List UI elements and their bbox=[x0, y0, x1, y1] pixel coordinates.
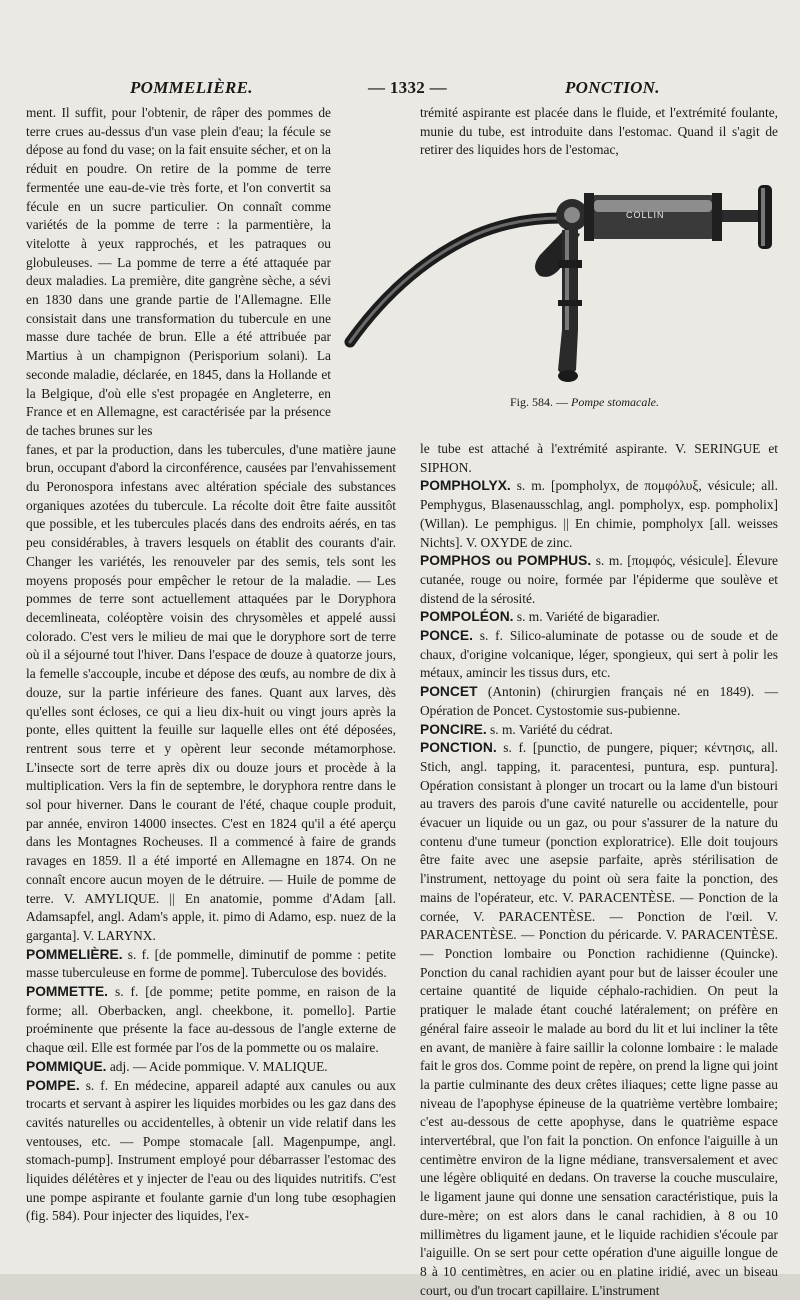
entry-body: s. f. [de pomme; petite pomme, en raison de la forme; all. Oberbacken, angl. cheekbone, it. pomello]. Partie proéminente que présente la face au-dessous de l'angle externe de chaque œil. Elle est formée par l'os de la pommette ou os malaire. bbox=[26, 984, 396, 1056]
headword: PONCE. bbox=[420, 628, 473, 644]
entry-body: s. f. [de pommelle, diminutif de pomme : petite masse tuberculeuse en forme de pomme]. Tuberculose des bovidés. bbox=[26, 946, 396, 981]
entry-pommique bbox=[26, 1058, 396, 1077]
entry-ponce bbox=[420, 627, 778, 683]
headword: POMMETTE. bbox=[26, 984, 109, 1000]
entry-body: s. m. Variété du cédrat. bbox=[486, 721, 613, 737]
entry-pompholyx bbox=[420, 477, 778, 552]
entry-body: s. m. [pompholyx, de πομφόλυξ, vésicule; all. Pemphygus, Blasenausschlag, angl. pompholyx, esp. pompholix] (Willan). Le pemphigus. || En chimie, pompholyx [all. weisses Nichts]. V. OXYDE de zinc. bbox=[420, 478, 778, 550]
pomme-de-terre-text-wide: fanes, et par la production, dans les tubercules, d'une matière jaune brun, occupant d'abord la circonférence, causées par l'envahissement du Peronospora infestans avec altération spéciale des substances organiques azotées du tubercule. La récolte doit être faite aussitôt que possible, et les tubercules placés dans des endroits aérés, en tas peu considérables, à travers lesquels on établit des courants d'air. Changer les variétés, les renouveler par des semis, tels sont les moyens proposés pour empêcher le retour de la maladie. — Les pommes de terre sont actuellement attaquées par le Doryphora decemlineata, coléoptère voisin des chrysomèles et appelé aussi colorado. C'est vers le milieu de mai que le doryphore sort de terre où il a séjourné tout l'hiver. Dans l'espace de douze à quatorze jours, la femelle s'accouple, incube et dépose des œufs, au nombre de dix à douze, sur la partie inférieure des fanes. Quant aux larves, dès qu'elles sont écloses, ce qui a lieu dix-huit ou vingt jours après la ponte, elles quittent la feuille sur laquelle elles ont été déposées, rentrent sous terre et y opèrent leur seconde métamorphose. L'insecte sort de terre après dix ou douze jours et procède à la multiplication. Vers la fin de septembre, le doryphora rentre dans le sol pour hiverner. Dans le courant de l'été, chaque couple produit, par année, environ 14000 insectes. C'est en 1824 qu'il a été aperçu dans les Montagnes Rocheuses. Il a commencé à faire de grands ravages en 1859. Il a été importé en Allemagne en 1874. On ne connaît encore aucun moyen de le détruire. — Huile de pomme de terre. V. AMYLIQUE. || En anatomie, pomme d'Adam [all. Adamsapfel, angl. Adam's apple, it. pimo di Adamo, esp. nuez de la garganta]. V. LARYNX. bbox=[26, 441, 396, 943]
entry-body: s. m. [πομφός, vésicule]. Élevure cutanée, rouge ou noire, formée par l'épiderme que soulève et distend de la sérosité. bbox=[420, 553, 778, 606]
headword: POMMELIÈRE. bbox=[26, 946, 123, 962]
headword: PONCET bbox=[420, 684, 478, 700]
pompe-continuation: trémité aspirante est placée dans le fluide, et l'extrémité foulante, munie du tube, est introduite dans l'estomac. Quand il s'agit de retirer des liquides hors de l'estomac, bbox=[420, 105, 778, 158]
entry-pompoleon bbox=[420, 608, 778, 627]
entry-body: (Antonin) (chirurgien français né en 1849). — Opération de Poncet. Cystostomie sus-pubienne. bbox=[420, 684, 778, 718]
pomme-de-terre-text-narrow: ment. Il suffit, pour l'obtenir, de râper des pommes de terre crues au-dessus d'un vase plein d'eau; la fécule se dépose au fond du vase; on la fait ensuite sécher, et on la réduit en poudre. On retire de la pomme de terre fermentée une eau-de-vie très forte, et l'on convertit sa fécule en un sucre particulier. On connaît comme variétés de la pomme de terre : la parmentière, la vitelotte à yeux rapprochés, et les patraques ou globuleuses. — La pomme de terre a été attaquée par deux maladies. La première, dite gangrène sèche, a sévi en 1830 dans une grande partie de l'Allemagne. Elle consistait dans une transformation du tubercule en une masse dure tachée de brun. Elle a été attribuée par Martius à un champignon (Perisporium solani). La seconde maladie, déclarée, en 1845, dans la Hollande et la Belgique, d'où elle s'est propagée en Angleterre, en France et en Allemagne, est caractérisée par la présence de taches brunes sur les bbox=[26, 105, 331, 438]
entry-pommette bbox=[26, 983, 396, 1058]
entry-body: s. f. Silico-aluminate de potasse ou de soude et de chaux, d'origine volcanique, léger, spongieux, qui sert à polir les métaux, amincir les tissus durs, etc. bbox=[420, 628, 778, 681]
entry-poncire bbox=[420, 721, 778, 740]
entry-body: s. m. Variété de bigaradier. bbox=[513, 609, 660, 625]
headword: POMPHOS ou POMPHUS. bbox=[420, 553, 592, 569]
page-number: — 1332 — bbox=[368, 78, 447, 97]
entry-pomphos bbox=[420, 552, 778, 608]
header-right-word: PONCTION. bbox=[565, 78, 660, 97]
entry-body: s. f. En médecine, appareil adapté aux canules ou aux trocarts et servant à aspirer les liquides morbides ou les gaz dans des cavités naturelles ou accidentelles, à obtenir un vide relatif dans les ventouses, etc. — Pompe stomacale [all. Magenpumpe, angl. stomach-pump]. Instrument employé pour débarrasser l'estomac des liquides délétères et y injecter de l'eau ou des liquides nutritifs. C'est une pompe aspirante et foulante garnie d'un long tube œsophagien (fig. 584). Pour injecter des liquides, l'ex- bbox=[26, 1077, 396, 1224]
entry-pommeliere bbox=[26, 946, 396, 983]
headword: POMPHOLYX. bbox=[420, 478, 511, 494]
maker-label: COLLIN bbox=[626, 210, 665, 220]
headword: PONCTION. bbox=[420, 740, 497, 756]
entry-pompe bbox=[26, 1077, 396, 1227]
headword: PONCIRE. bbox=[420, 721, 487, 737]
figure-number: Fig. 584. — bbox=[510, 395, 569, 409]
stomach-pump-figure bbox=[340, 160, 785, 415]
stomach-pump-illustration bbox=[340, 160, 785, 415]
figure-title: Pompe stomacale. bbox=[571, 395, 659, 409]
entry-body: adj. — Acide pommique. V. MALIQUE. bbox=[106, 1058, 328, 1074]
entry-poncet bbox=[420, 683, 778, 720]
entry-body: s. f. [punctio, de pungere, piquer; κέντησις, all. Stich, angl. tapping, it. paracentesi, puntura, esp. puntura]. Opération consistant à plonger un trocart ou la lame d'un bistouri au travers des parois d'une cavité naturelle ou accidentelle, pour évacuer un liquide ou un gaz, ou pour s'assurer de la nature du contenu d'une tumeur (ponction exploratrice). Elle doit toujours être faite avec une asepsie parfaite, après stérilisation de l'instrument, nettoyage du point où sera faite la ponction, des mains de l'opérateur, etc. V. PARACENTÈSE. — Ponction de la cornée, V. PARACENTÈSE. — Ponction de l'œil. V. PARACENTÈSE. — Ponction du péricarde. V. PARACENTÈSE. — Ponction lombaire ou Ponction rachidienne (Quincke). Ponction du canal rachidien ayant pour but de laisser écouler une certaine quantité de liquide céphalo-rachidien. On peut la pratiquer le malade étant couché latéralement; on préfère en général faire asseoir le malade au bord du lit et lui incliner la tête en avant, de manière à faire saillir la colonne lombaire : le malade fait le gros dos. Comme point de repère, on prend la ligne qui joint la partie culminante des deux crêtes iliaques; cette ligne passe au niveau de l'apophyse épineuse de la quatrième vertèbre lombaire; c'est au-dessous de cette apophyse, dans le quatrième espace intervertébral, que l'on fait la ponction. On enfonce l'aiguille à un centimètre environ de la ligne médiane, transversalement et avec une légère obliquité en dedans. On traverse la couche musculaire, le ligament jaune qui donne une sensation caractéristique, puis la dure-mère; on est alors dans le canal rachidien, à 8 ou 10 millimètres du ligament jaune, et le liquide rachidien s'écoule par l'aiguille. On se sert pour cette opération d'une aiguille longue de 8 à 10 centimètres, en acier ou en platine iridié, avec un biseau court, ou d'un trocart capillaire. L'instrument bbox=[420, 740, 778, 1298]
running-header bbox=[0, 78, 800, 102]
right-column bbox=[420, 440, 778, 1300]
figure-caption bbox=[510, 395, 659, 410]
pompe-tail: le tube est attaché à l'extrémité aspirante. V. SERINGUE et SIPHON. bbox=[420, 441, 778, 475]
headword: POMPOLÉON. bbox=[420, 609, 514, 625]
headword: POMMIQUE. bbox=[26, 1058, 107, 1074]
right-column-top bbox=[420, 104, 778, 160]
header-left-word: POMMELIÈRE. bbox=[130, 78, 253, 97]
entry-ponction bbox=[420, 739, 778, 1300]
headword: POMPE. bbox=[26, 1077, 80, 1093]
